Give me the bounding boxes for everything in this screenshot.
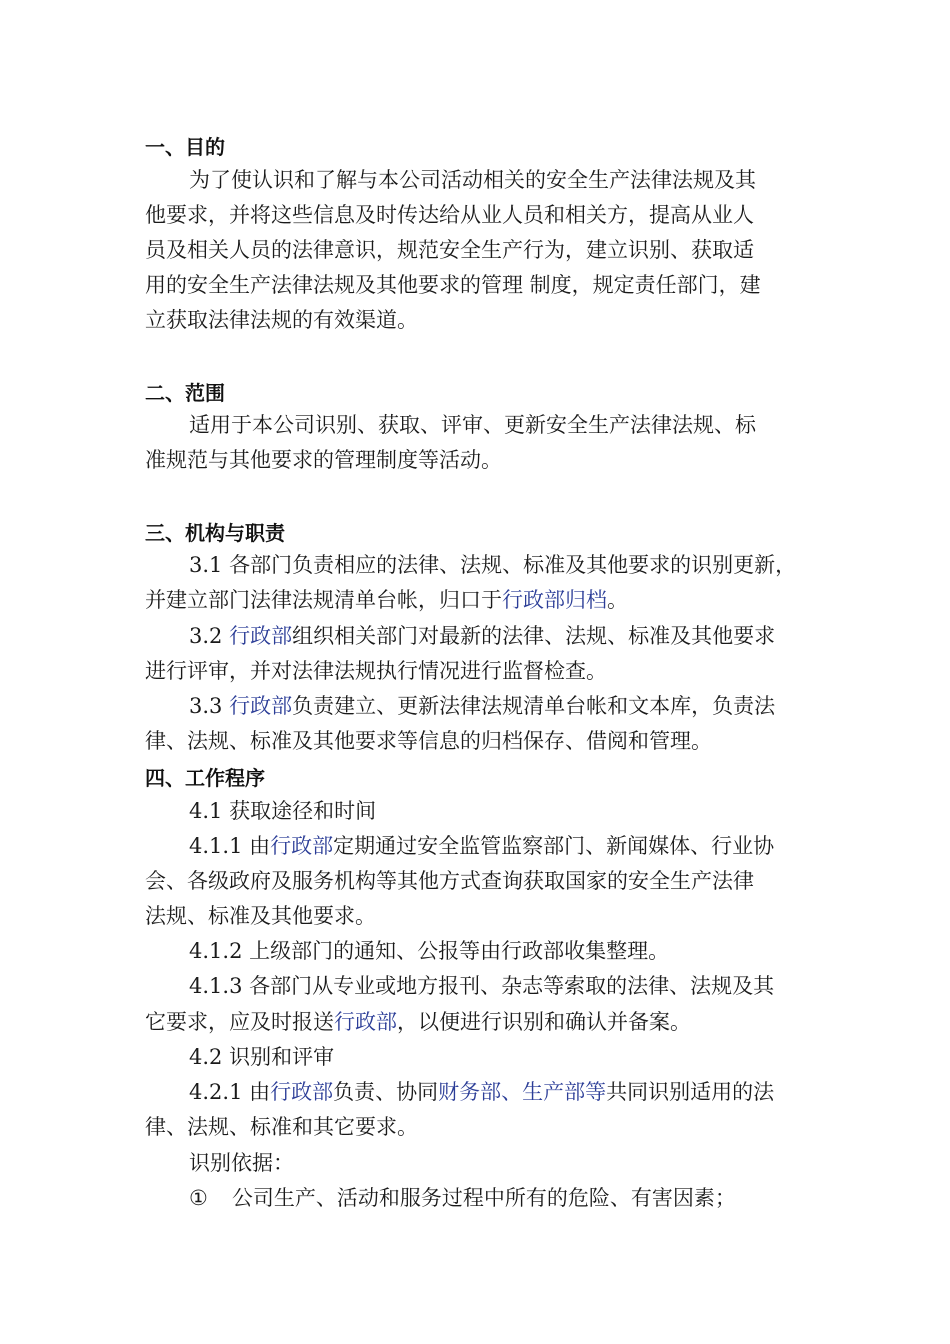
paragraph-line: 员及相关人员的法律意识，规范安全生产行为，建立识别、获取适 bbox=[145, 238, 754, 262]
dept-highlight: 行政部 bbox=[229, 694, 293, 718]
list-item-text: 公司生产、活动和服务过程中所有的危险、有害因素； bbox=[231, 1186, 736, 1210]
paragraph-line bbox=[189, 829, 774, 863]
text-run: ，以便进行识别和确认并备案。 bbox=[397, 1010, 691, 1034]
paragraph-line bbox=[189, 689, 775, 723]
paragraph-line: 会、各级政府及服务机构等其他方式查询获取国家的安全生产法律 bbox=[145, 869, 754, 893]
paragraph-line: 进行评审，并对法律法规执行情况进行监督检查。 bbox=[145, 659, 607, 683]
text-run: 4.1.1 由 bbox=[189, 834, 271, 858]
list-item bbox=[189, 1181, 736, 1215]
dept-highlight: 行政部 bbox=[270, 834, 334, 858]
dept-highlight: 行政部归档 bbox=[502, 588, 607, 612]
dept-highlight: 行政部 bbox=[270, 1080, 334, 1104]
text-run: 3.2 bbox=[189, 624, 230, 648]
dept-highlight: 财务部 bbox=[438, 1080, 502, 1104]
paragraph-line: 识别依据： bbox=[189, 1151, 294, 1175]
text-run: 、 bbox=[501, 1080, 523, 1104]
text-run: 并建立部门法律法规清单台帐，归口于 bbox=[145, 588, 502, 612]
paragraph-line: 律、法规、标准和其它要求。 bbox=[145, 1115, 418, 1139]
paragraph-line: 法规、标准及其他要求。 bbox=[145, 904, 376, 928]
text-run: 负责建立、更新法律法规清单台帐和文本库，负责法 bbox=[292, 694, 776, 718]
paragraph-line: 适用于本公司识别、获取、评审、更新安全生产法律法规、标 bbox=[189, 413, 756, 437]
text-run: 共同识别适用的法 bbox=[606, 1080, 775, 1104]
section-heading-organization: 三、机构与职责 bbox=[145, 521, 285, 545]
paragraph-line: 3.1 各部门负责相应的法律、法规、标准及其他要求的识别更新， bbox=[189, 553, 797, 577]
text-run: 定期通过安全监管监察部门、新闻媒体、行业协 bbox=[333, 834, 775, 858]
paragraph-line: 准规范与其他要求的管理制度等活动。 bbox=[145, 448, 502, 472]
subsection-title: 4.2 识别和评审 bbox=[189, 1045, 335, 1069]
paragraph-line: 4.1.2 上级部门的通知、公报等由行政部收集整理。 bbox=[189, 939, 670, 963]
section-heading-purpose: 一、目的 bbox=[145, 135, 225, 159]
paragraph-line: 立获取法律法规的有效渠道。 bbox=[145, 308, 418, 332]
paragraph-line: 用的安全生产法律法规及其他要求的管理 制度，规定责任部门，建 bbox=[145, 273, 761, 297]
subsection-title: 4.1 获取途径和时间 bbox=[189, 799, 377, 823]
paragraph-line: 4.1.3 各部门从专业或地方报刊、杂志等索取的法律、法规及其 bbox=[189, 974, 775, 998]
text-run: 。 bbox=[607, 588, 628, 612]
paragraph-line bbox=[189, 619, 775, 653]
paragraph-line: 为了使认识和了解与本公司活动相关的安全生产法律法规及其 bbox=[189, 168, 756, 192]
text-run: 3.3 bbox=[189, 694, 230, 718]
paragraph-line bbox=[145, 1005, 691, 1039]
dept-highlight: 行政部 bbox=[334, 1010, 397, 1034]
paragraph-line bbox=[189, 1075, 774, 1109]
paragraph-line bbox=[145, 583, 628, 617]
text-run: 它要求，应及时报送 bbox=[145, 1010, 334, 1034]
section-heading-scope: 二、范围 bbox=[145, 381, 225, 405]
dept-highlight: 生产部等 bbox=[522, 1080, 607, 1104]
text-run: 4.2.1 由 bbox=[189, 1080, 271, 1104]
paragraph-line: 他要求，并将这些信息及时传达给从业人员和相关方，提高从业人 bbox=[145, 203, 754, 227]
dept-highlight: 行政部 bbox=[229, 624, 293, 648]
section-heading-procedure: 四、工作程序 bbox=[145, 766, 265, 790]
text-run: 组织相关部门对最新的法律、法规、标准及其他要求 bbox=[292, 624, 776, 648]
paragraph-line: 律、法规、标准及其他要求等信息的归档保存、借阅和管理。 bbox=[145, 729, 712, 753]
text-run: 负责、协同 bbox=[333, 1080, 439, 1104]
list-marker: ① bbox=[189, 1186, 208, 1210]
